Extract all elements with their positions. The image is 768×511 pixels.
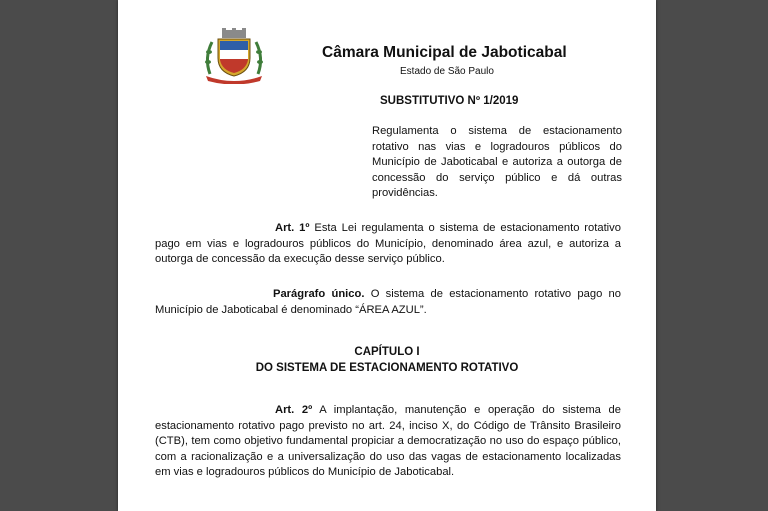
summary-text: Regulamenta o sistema de estacionamento rotativo nas vias e logradouros públicos do Município de Jaboticabal e autoriza a outorga de concessão do serviço público e dá outras providências. (372, 125, 622, 200)
sole-paragraph (155, 287, 621, 318)
document-title: SUBSTITUTIVO Nº 1/2019 (380, 95, 519, 107)
article-2-text: A implantação, manutenção e operação do sistema de estacionamento rotativo pago previsto no art. 24, inciso X, do Código de Trânsito Brasileiro (CTB), tem como objetivo fundamental propiciar a democratização no uso do espaço público, com a racionalização e a universalização do uso das vagas de estacionamento localizadas em vias e logradouros públicos do Município de Jaboticabal. (155, 404, 621, 479)
document-page (118, 0, 656, 511)
article-1 (155, 221, 621, 268)
article-2 (155, 403, 621, 481)
article-1-text: Esta Lei regulamenta o sistema de estacionamento rotativo pago em vias e logradouros públicos do Município, denominado área azul, e autoriza a outorga de concessão da execução desse serviço público. (155, 222, 621, 266)
chapter-number: CAPÍTULO I (354, 346, 420, 358)
sole-paragraph-label: Parágrafo único. (273, 288, 365, 300)
chapter-title: DO SISTEMA DE ESTACIONAMENTO ROTATIVO (255, 362, 519, 374)
article-2-label: Art. 2º (275, 404, 313, 416)
municipal-coat-of-arms-logo (200, 28, 268, 84)
state-name: Estado de São Paulo (400, 66, 494, 77)
article-1-label: Art. 1º (275, 222, 310, 234)
institution-name: Câmara Municipal de Jaboticabal (322, 44, 567, 61)
sole-paragraph-text: O sistema de estacionamento rotativo pago no Município de Jaboticabal é denominado “ÁREA AZUL”. (155, 288, 621, 316)
